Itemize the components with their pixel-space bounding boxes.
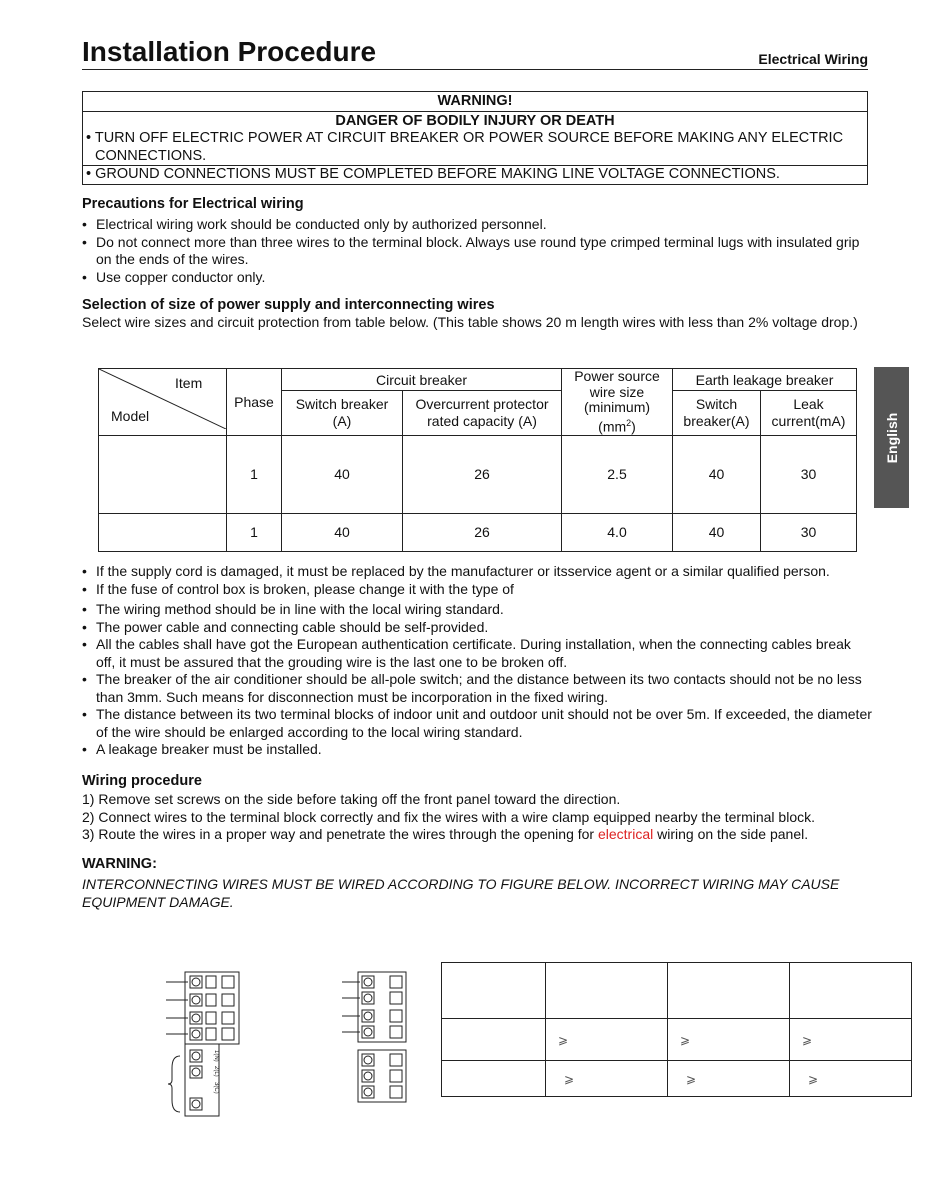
notes-list [82,563,872,759]
precaution-item: • Use copper conductor only. [82,269,872,287]
wire-size-cell: 2.5 [562,435,673,513]
leak-cell: 30 [761,435,857,513]
ge-symbol: ⩾ [790,1061,912,1097]
selection-section [82,297,872,332]
note-item: • The wiring method should be in line with the local wiring standard. [82,601,872,619]
note-item: • The distance between its two terminal blocks of indoor unit and outdoor unit should not be over 5m. If exceeded, the diameter of the wire should be enlarged according to the local wiring standard. [82,706,872,741]
wiring-step: 3) Route the wires in a proper way and penetrate the wires through the opening for electrical wiring on the side panel. [82,826,809,842]
wiring-step: 1) Remove set screws on the side before taking off the front panel toward the direction. [82,791,621,807]
phase-cell: 1 [227,513,282,551]
table-row [442,1019,912,1061]
warning2-section [82,856,872,911]
note-item: • The breaker of the air conditioner should be all-pole switch; and the distance between its two contacts should not be no less than 3mm. Such means for disconnection must be incorporation in the fixed wiring. [82,671,872,706]
warning-title: WARNING! [83,92,867,112]
wiring-step: 2) Connect wires to the terminal block correctly and fix the wires with a wire clamp equipped nearby the terminal block. [82,808,815,825]
el-switch-header: Switch breaker(A) [673,391,761,435]
warning-subtitle: DANGER OF BODILY INJURY OR DEATH [335,113,615,129]
note-item: • All the cables shall have got the European authentication certificate. During installation, when the connecting cables break off, it must be assured that the grouding wire is the last one to be broken off. [82,636,872,671]
table-row [442,1061,912,1097]
terminal-row [166,976,234,988]
ge-symbol: ⩾ [790,1019,912,1061]
switch-cell: 40 [282,513,403,551]
precaution-item: • Do not connect more than three wires to the terminal block. Always use round type crimped terminal lugs with insulated grip on the ends of the wires. [82,234,872,269]
page-title: Installation Procedure [82,36,377,67]
overcurrent-cell: 26 [403,513,562,551]
table-row [99,435,857,513]
overcurrent-header: Overcurrent protector rated capacity (A) [403,391,562,435]
table-corner-cell [99,369,227,436]
wire-size-cell: 4.0 [562,513,673,551]
selection-text: Select wire sizes and circuit protection from table below. (This table shows 20 m length wires with less than 2% voltage drop.) [82,314,858,330]
phase-header: Phase [227,369,282,436]
warning-box [82,91,868,185]
warning-item: • GROUND CONNECTIONS MUST BE COMPLETED BEFORE MAKING LINE VOLTAGE CONNECTIONS. [83,165,867,184]
overcurrent-cell: 26 [403,435,562,513]
wire-spec-table [98,368,857,552]
note-item: • A leakage breaker must be installed. [82,741,872,759]
table-row [99,513,857,551]
note-item: • If the supply cord is damaged, it must be replaced by the manufacturer or itsservice agent or a similar qualified person. [82,563,872,581]
language-label: English [883,412,900,463]
wiring-heading: Wiring procedure [82,773,202,789]
el-switch-cell: 40 [673,513,761,551]
warning2-text: INTERCONNECTING WIRES MUST BE WIRED ACCORDING TO FIGURE BELOW. INCORRECT WIRING MAY CAUSE EQUIPMENT DAMAGE. [82,876,840,910]
warning-item: • TURN OFF ELECTRIC POWER AT CIRCUIT BREAKER OR POWER SOURCE BEFORE MAKING ANY ELECTRIC CONNECTIONS. [86,130,844,164]
wire-grid-table [441,962,912,1097]
indoor-terminal-diagram [160,968,250,1120]
section-title: Electrical Wiring [758,51,868,67]
el-leak-header: Leak current(mA) [761,391,857,435]
svg-text:2(L): 2(L) [213,1066,219,1077]
corner-item-label: Item [175,375,203,391]
precautions-heading: Precautions for Electrical wiring [82,196,304,212]
header-divider [82,69,868,70]
power-source-header: Power source wire size (minimum) $(mm^2)$ [562,369,673,436]
switch-cell: 40 [282,435,403,513]
ge-symbol: ⩾ [668,1019,790,1061]
precaution-item: • Electrical wiring work should be conducted only by authorized personnel. [82,216,872,234]
phase-cell: 1 [227,435,282,513]
leak-cell: 30 [761,513,857,551]
svg-text:3(C): 3(C) [213,1082,219,1094]
warning2-heading: WARNING: [82,856,157,872]
outdoor-terminal-diagram [338,968,412,1106]
model-cell [99,513,227,551]
model-cell [99,435,227,513]
selection-heading: Selection of size of power supply and interconnecting wires [82,297,495,313]
precautions-section [82,196,872,286]
ge-symbol: ⩾ [546,1019,668,1061]
ge-symbol: ⩾ [668,1061,790,1097]
ge-symbol: ⩾ [546,1061,668,1097]
el-switch-cell: 40 [673,435,761,513]
note-item: • If the fuse of control box is broken, please change it with the type of [82,581,872,599]
wiring-section [82,773,872,844]
circuit-breaker-header: Circuit breaker [282,369,562,391]
note-item: • The power cable and connecting cable should be self-provided. [82,619,872,637]
language-tab [874,367,909,508]
svg-text:1(N): 1(N) [213,1050,219,1062]
earth-leakage-header: Earth leakage breaker [673,369,857,391]
corner-model-label: Model [111,408,150,424]
switch-breaker-header: Switch breaker (A) [282,391,403,435]
